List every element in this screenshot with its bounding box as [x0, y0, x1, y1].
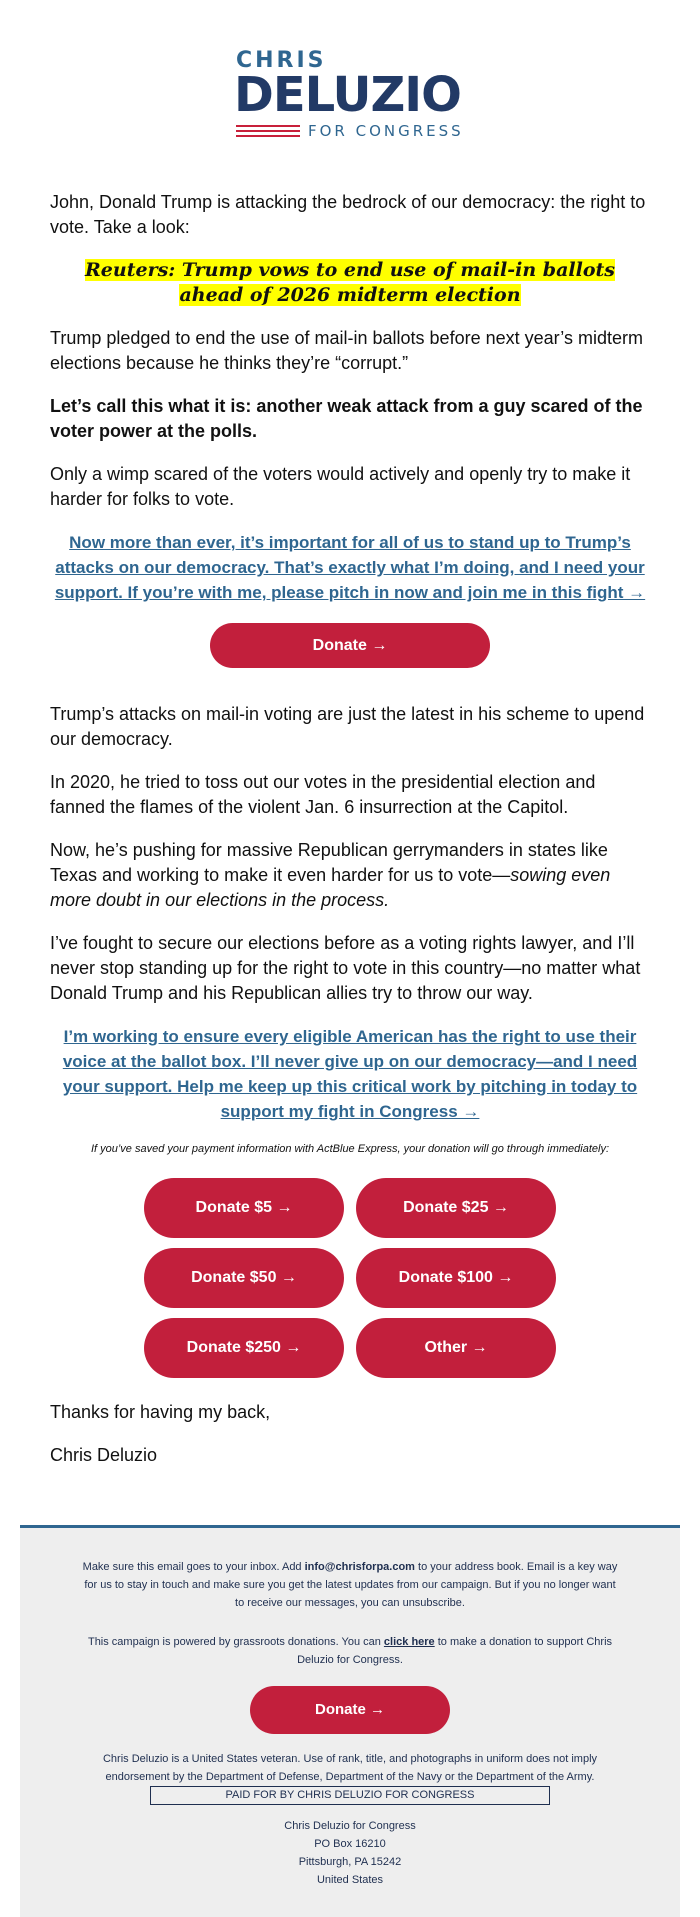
signoff: Thanks for having my back,: [50, 1402, 271, 1422]
inbox-text-start: Make sure this email goes to your inbox. Add: [82, 1561, 305, 1573]
veteran-disclaimer: Chris Deluzio is a United States veteran. Use of rank, title, and photographs in uniform does not imply endorsement by the Department of Defense, Department of the Navy or the Department of the Army.: [102, 1753, 598, 1783]
footer-donate-button[interactable]: Donate →: [250, 1686, 450, 1734]
actblue-express-note: If you’ve saved your payment information with ActBlue Express, your donation will go through immediately:: [90, 1143, 610, 1155]
logo-last-name: DELUZIO: [234, 67, 461, 123]
intro-paragraph: John, Donald Trump is attacking the bedrock of our democracy: the right to vote. Take a look:: [50, 192, 646, 237]
gerrymander-italic: sowing even more doubt in our elections in the process.: [50, 865, 611, 910]
paragraph-scheme: Trump’s attacks on mail-in voting are just the latest in his scheme to upend our democracy.: [50, 704, 645, 749]
click-here-link[interactable]: click here: [383, 1636, 435, 1648]
address-line: Chris Deluzio for Congress: [284, 1820, 416, 1832]
paragraph-mail-in: Trump pledged to end the use of mail-in ballots before next year’s midterm elections because he thinks they’re “corrupt.”: [50, 328, 643, 373]
donate-25-button[interactable]: Donate $25 →: [356, 1178, 556, 1238]
donate-5-button[interactable]: Donate $5 →: [144, 1178, 344, 1238]
grassroots-notice: [80, 1633, 620, 1669]
donate-250-button[interactable]: Donate $250 →: [144, 1318, 344, 1378]
headline-text: Reuters: Trump vows to end use of mail-in ballots ahead of 2026 midterm election: [85, 259, 615, 306]
powered-text-end: to make a donation to support Chris Deluzio for Congress.: [297, 1636, 613, 1666]
mailing-address: [80, 1817, 620, 1889]
paragraph-2020: In 2020, he tried to toss out our votes in the presidential election and fanned the flames of the violent Jan. 6 insurrection at the Capitol.: [50, 772, 596, 817]
paragraph-weak-attack: Let’s call this what it is: another weak attack from a guy scared of the voter power at the polls.: [50, 396, 643, 441]
donate-button[interactable]: Donate →: [210, 623, 490, 668]
powered-text-start: This campaign is powered by grassroots donations. You can: [87, 1636, 384, 1648]
donate-100-button[interactable]: Donate $100 →: [356, 1248, 556, 1308]
address-line: PO Box 16210: [314, 1838, 386, 1850]
donate-link-2[interactable]: I’m working to ensure every eligible American has the right to use their voice at the ballot box. I’ll never give up on our democracy—and I need your support. Help me keep up this critical work by pitching in today to support my fight in Congress →: [62, 1027, 638, 1121]
donate-link-1[interactable]: Now more than ever, it’s important for all of us to stand up to Trump’s attacks on our democracy. That’s exactly what I’m doing, and I need your support. If you’re with me, please pitch in now and join me in this fight →: [54, 533, 646, 602]
donate-50-button[interactable]: Donate $50 →: [144, 1248, 344, 1308]
email-footer: [20, 1525, 680, 1917]
contact-email[interactable]: info@chrisforpa.com: [304, 1561, 415, 1573]
donation-amount-grid: [144, 1178, 556, 1378]
signature: Chris Deluzio: [50, 1445, 158, 1465]
logo-first-name: CHRIS: [236, 48, 327, 73]
inbox-text-end: to your address book. Email is a key way for us to stay in touch and make sure you get the latest updates from our campaign. But if you no longer want to receive our messages, you can unsubscribe.: [84, 1561, 618, 1609]
campaign-logo: [236, 50, 472, 140]
paragraph-gerrymander: [50, 838, 650, 913]
paragraph-wimp: Only a wimp scared of the voters would actively and openly try to make it harder for folks to vote.: [50, 464, 631, 509]
news-headline[interactable]: [50, 258, 650, 308]
paid-for-disclaimer: PAID FOR BY CHRIS DELUZIO FOR CONGRESS: [150, 1786, 550, 1805]
inbox-notice: [80, 1558, 620, 1612]
donate-other-button[interactable]: Other →: [356, 1318, 556, 1378]
address-line: Pittsburgh, PA 15242: [298, 1856, 402, 1868]
email-body: [50, 190, 650, 1486]
paragraph-voting-rights: I’ve fought to secure our elections before as a voting rights lawyer, and I’ll never stop standing up for the right to vote in this country—no matter what Donald Trump and his Republican allies try to throw our way.: [50, 933, 641, 1003]
flag-stripes-icon: [236, 125, 300, 138]
gerrymander-text: Now, he’s pushing for massive Republican gerrymanders in states like Texas and working to make it even harder for us to vote—: [50, 840, 608, 885]
logo-tagline: FOR CONGRESS: [308, 122, 464, 140]
address-line: United States: [316, 1874, 384, 1886]
